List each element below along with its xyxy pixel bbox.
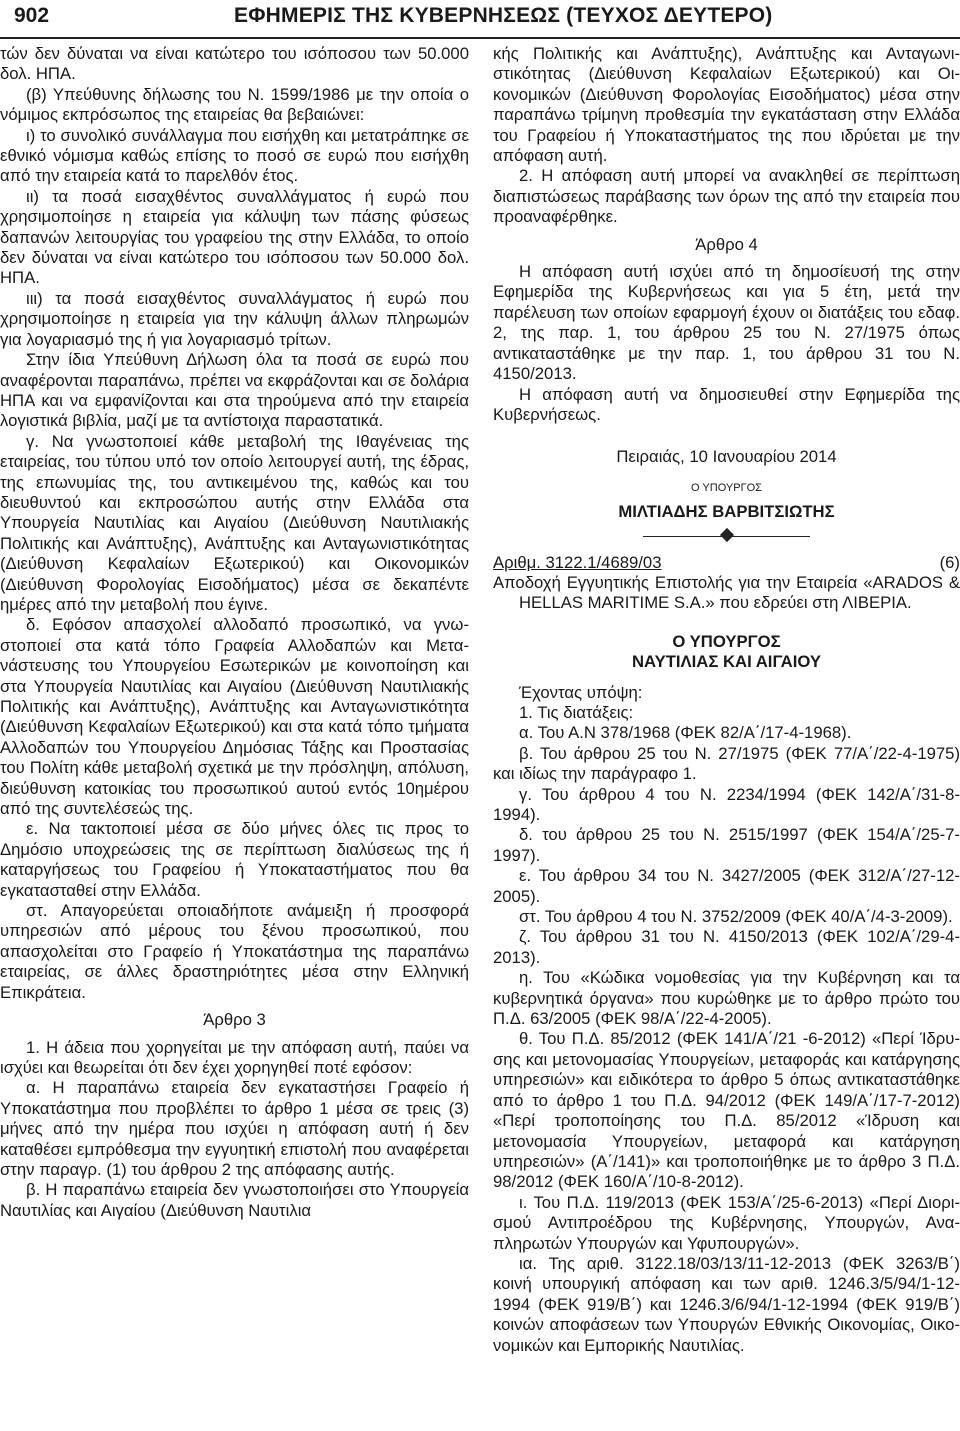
page-header bbox=[0, 0, 960, 34]
left-column bbox=[0, 44, 469, 1221]
gazette-title: ΕΦΗΜΕΡΙΣ ΤΗΣ ΚΥΒΕΡΝΗΣΕΩΣ (ΤΕΥΧΟΣ ΔΕΥΤΕΡΟ) bbox=[234, 4, 773, 27]
paragraph: 1. Τις διατάξεις: bbox=[519, 702, 634, 722]
decision-index: (6) bbox=[939, 552, 960, 572]
paragraph: Στην ίδια Υπεύθυνη Δήλωση όλα τα ποσά σε ευρώ που αναφέρονται παραπάνω, πρέπει να εκφράζονται και σε δολάρια ΗΠΑ και να εμφανίζονται και στα τηρούμενα από την εταιρεία λογιστικά βιβλία, μαζί με τα αντίστοιχα παραστατικά. bbox=[0, 350, 469, 431]
paragraph: 2. Η απόφαση αυτή μπορεί να ανακληθεί σε περίπτωση διαπιστώσεως παράβασης των όρων της από την εταιρεία που προαναφέρθηκε. bbox=[493, 166, 960, 227]
paragraph: Η απόφαση αυτή να δημοσιευθεί στην Εφημερίδα της Κυβερνήσεως. bbox=[493, 384, 960, 424]
paragraph: ιι) τα ποσά εισαχθέντος συναλλάγματος ή ευρώ που χρησιμοποίησε η εταιρεία για κάλυψη των πάσης φύσεως δαπανών λειτουργίας του γραφείου της στην Ελλάδα, το οποίο δεν δύναται να είναι κατώτερο του ισόποσου των 50.000 δολ. ΗΠΑ. bbox=[0, 186, 469, 288]
paragraph: Έχοντας υπόψη: bbox=[519, 682, 643, 702]
paragraph: α. Του Α.Ν 378/1968 (ΦΕΚ 82/Α΄/17-4-1968). bbox=[519, 723, 852, 743]
paragraph: γ. Του άρθρου 4 του Ν. 2234/1994 (ΦΕΚ 142/Α΄/31-8-1994). bbox=[493, 784, 960, 824]
paragraph: ι. Του Π.Δ. 119/2013 (ΦΕΚ 153/Α΄/25-6-2013) «Περί Διορισμού Αντιπροέδρου της Κυβέρνησης, Υπουργών, Αναπληρωτών Υπουργών και Υφυπουργών». bbox=[493, 1192, 960, 1253]
signature-place-date: Πειραιάς, 10 Ιανουαρίου 2014 bbox=[616, 447, 837, 467]
paragraph: γ. Να γνωστοποιεί κάθε μεταβολή της Ιθαγένειας της εταιρείας, του τύπου υπό τον οποίο λειτουργεί αυτή, της έδρας, της επωνυμίας της, του αντικειμένου της, καθώς και του διευθυντού και εκπροσώπου αυτής στην Ελλάδα στα Υπουργεία Ναυτιλίας και Αιγαίου (Διεύθυνση Ναυτιλιακής Πολιτικής και Ανάπτυξης), Ανάπτυξης και Ανταγωνιστικότητας (Διεύθυνση Κεφαλαίων Εξωτερικού) και Οικονομικών (Διεύθυνση Φορολογίας Εισοδήματος) μέσα σε δεκαπέντε ημέρες από την μεταβολή που έγινε. bbox=[0, 431, 469, 614]
divider-diamond-icon bbox=[719, 527, 733, 541]
paragraph: β. Του άρθρου 25 του Ν. 27/1975 (ΦΕΚ 77/Α΄/22-4-1975) και ιδίως την παράγραφο 1. bbox=[493, 743, 960, 784]
paragraph: δ. του άρθρου 25 του Ν. 2515/1997 (ΦΕΚ 154/Α΄/25-7-1997). bbox=[493, 825, 960, 865]
paragraph: ια. Της αριθ. 3122.18/03/13/11-12-2013 (ΦΕΚ 3263/Β΄) κοινή υπουργική απόφαση και των αριθ. 1246.3/5/94/1-12-1994 (ΦΕΚ 919/Β΄) και 1246.3/6/94/1-12-1994 (ΦΕΚ 919/Β΄) κοινών αποφάσεων των Υπουργών Εθνικής Οικονομίας, Οικονομικών και Εμπορικής Ναυτιλίας. bbox=[493, 1253, 960, 1355]
page-number: 902 bbox=[14, 4, 50, 27]
article-heading: Άρθρο 4 bbox=[695, 234, 758, 254]
paragraph: δ. Εφόσον απασχολεί αλλοδαπό προσωπικό, να γνωστοποιεί στα κατά τόπο Γραφεία Αλλοδαπών και Μετανάστευσης του Υπουργείου Εσωτερικών με κοινοποίηση και στα Υπουργεία Ναυτιλίας και Αιγαίου (Διεύθυνση Ναυτιλιακής Πολιτικής και Ανάπτυξης), Ανάπτυξης και Ανταγωνιστικότητα (Διεύθυνση Κεφαλαίων Εξωτερικού) και στα κατά τόπο τμήματα Αλλοδαπών του Υπουργείου Δημόσιας Τάξης και Προστασίας του Πολίτη κάθε μεταβολή σχετικά με την πρόσληψη, απόλυση, διεύθυνση κατοικίας του προσωπικού αυτού εντός 10ημέρου από της συντελέσεώς της. bbox=[0, 615, 469, 819]
article-heading: Άρθρο 3 bbox=[203, 1010, 266, 1030]
paragraph: στ. Του άρθρου 4 του Ν. 3752/2009 (ΦΕΚ 40/Α΄/4-3-2009). bbox=[519, 907, 953, 927]
paragraph: ε. Του άρθρου 34 του Ν. 3427/2005 (ΦΕΚ 312/Α΄/27-12-2005). bbox=[493, 866, 960, 906]
decision-heading-minister: Ο ΥΠΟΥΡΓΟΣ bbox=[672, 631, 781, 651]
paragraph: (β) Υπεύθυνης δήλωσης του Ν. 1599/1986 με την οποία ο νόμιμος εκπρόσωπος της εταιρείας θα βεβαιώνει: bbox=[0, 84, 469, 125]
paragraph: ιιι) τα ποσά εισαχθέντος συναλλάγματος ή ευρώ που χρησιμοποίησε η εταιρεία για την κάλυψη άλλων πληρωμών για λογαριασμό της ή για λογαριασμό τρίτων. bbox=[0, 288, 469, 349]
paragraph: β. Η παραπάνω εταιρεία δεν γνωστοποιήσει στο Υπουργεία Ναυτιλίας και Αιγαίου (Διεύθυνση Ναυτιλια bbox=[0, 1180, 469, 1220]
paragraph: κής Πολιτικής και Ανάπτυξης), Ανάπτυξης και Ανταγωνιστικότητας (Διεύθυνση Κεφαλαίων Εξωτερικού) και Οικονομικών (Διεύθυνση Φορολογίας Εισοδήματος) μέσα στην παραπάνω τρίμηνη προθεσμία την εγκατάσταση στην Ελλάδα του Γραφείου ή Υποκαταστήματος της που ιδρύεται με την απόφαση αυτή. bbox=[493, 44, 960, 166]
decision-number: Αριθμ. 3122.1/4689/03 bbox=[493, 552, 662, 572]
paragraph: α. Η παραπάνω εταιρεία δεν εγκαταστήσει Γραφείο ή Υποκατάστημα που προβλέπει το άρθρο 1 μέσα σε τρεις (3) μήνες από την ημέρα που ισχύει η απόφαση αυτή ή δεν καταθέσει εμπρόθεσμα την εγγυητική επιστολή που αναφέρεται στην παραγρ. (1) του άρθρου 2 της απόφασης αυτής. bbox=[0, 1078, 469, 1179]
paragraph: ι) το συνολικό συνάλλαγμα που εισήχθη και μετατράπηκε σε εθνικό νόμισμα καθώς επίσης το ποσό σε ευρώ που εισήχθη από την εταιρεία κατά το παρελθόν έτος. bbox=[0, 125, 469, 186]
right-column bbox=[493, 44, 960, 1356]
paragraph: θ. Του Π.Δ. 85/2012 (ΦΕΚ 141/Α΄/21 -6-2012) «Περί Ίδρυσης και μετονομασίας Υπουργείων, μεταφοράς και κατάργησης υπηρεσιών» και ειδικότερα το άρθρο 5 όπως αντικαταστάθηκε από το άρθρο 1 του Π.Δ. 94/2012 (ΦΕΚ 149/Α΄/17-7-2012) «Περί τροποποίησης του Π.Δ. 85/2012 «Ίδρυση και μετονομασία Υπουργείων, μεταφορά και κατάργηση υπηρεσιών» (Α΄/141)» και τροποποιήθηκε με το άρθρο 3 Π.Δ. 98/2012 (ΦΕΚ 160/Α΄/10-8-2012). bbox=[493, 1029, 960, 1192]
paragraph: ε. Να τακτοποιεί μέσα σε δύο μήνες όλες τις προς το Δημόσιο υποχρεώσεις της σε περίπτωση διαλύσεως της ή καταργήσεως του Γραφείου ή Υποκαταστήματος που θα εγκατασταθεί στην Ελλάδα. bbox=[0, 819, 469, 900]
decision-subject: Αποδοχή Εγγυητικής Επιστολής για την Εταιρεία «ARADOS & HELLAS MARITIME S.A.» που εδρεύει στη ΛΙΒΕΡΙΑ. bbox=[493, 572, 960, 613]
header-rule bbox=[0, 37, 960, 39]
section-divider bbox=[493, 529, 960, 543]
paragraph: ζ. Του άρθρου 31 του Ν. 4150/2013 (ΦΕΚ 102/Α΄/29-4-2013). bbox=[493, 927, 960, 967]
signature-name: ΜΙΛΤΙΑΔΗΣ ΒΑΡΒΙΤΣΙΩΤΗΣ bbox=[618, 502, 835, 522]
paragraph: τών δεν δύναται να είναι κατώτερο του ισόποσου των 50.000 δολ. ΗΠΑ. bbox=[0, 44, 469, 84]
right-column-bottom bbox=[493, 683, 960, 1356]
paragraph: η. Του «Κώδικα νομοθεσίας για την Κυβέρνηση και τα κυβερνητικά όργανα» που κυρώθηκε με το άρθρο πρώτο του Π.Δ. 63/2005 (ΦΕΚ 98/Α΄/22-4-2005). bbox=[493, 968, 960, 1029]
decision-reference bbox=[493, 553, 960, 573]
paragraph: 1. Η άδεια που χορηγείται με την απόφαση αυτή, παύει να ισχύει και θεωρείται ότι δεν έχει χορηγηθεί ποτέ εφόσον: bbox=[0, 1037, 469, 1077]
signature-role: Ο ΥΠΟΥΡΓΟΣ bbox=[691, 481, 762, 494]
right-column-top bbox=[493, 44, 960, 425]
paragraph: στ. Απαγορεύεται οποιαδήποτε ανάμειξη ή προσφορά υπηρεσιών από μέρους του ξένου προσωπικού, που απασχολείται στο Γραφείο ή Υποκατάστημα της παραπάνω εταιρείας, σε άλλες δραστηριότητες μέσα στην Ελληνική Επικράτεια. bbox=[0, 901, 469, 1002]
decision-heading-ministry: ΝΑΥΤΙΛΙΑΣ ΚΑΙ ΑΙΓΑΙΟΥ bbox=[631, 652, 821, 672]
paragraph: Η απόφαση αυτή ισχύει από τη δημοσίευσή της στην Εφημερίδα της Κυβερνήσεως και για 5 έτη, μετά την παρέλευση των οποίων εφαρμογή έχουν οι διατάξεις του εδαφ. 2, της παρ. 1, του άρθρου 25 του Ν. 27/1975 όπως αντικαταστάθηκε με την παρ. 1, του άρθρου 31 του Ν. 4150/2013. bbox=[493, 262, 960, 384]
